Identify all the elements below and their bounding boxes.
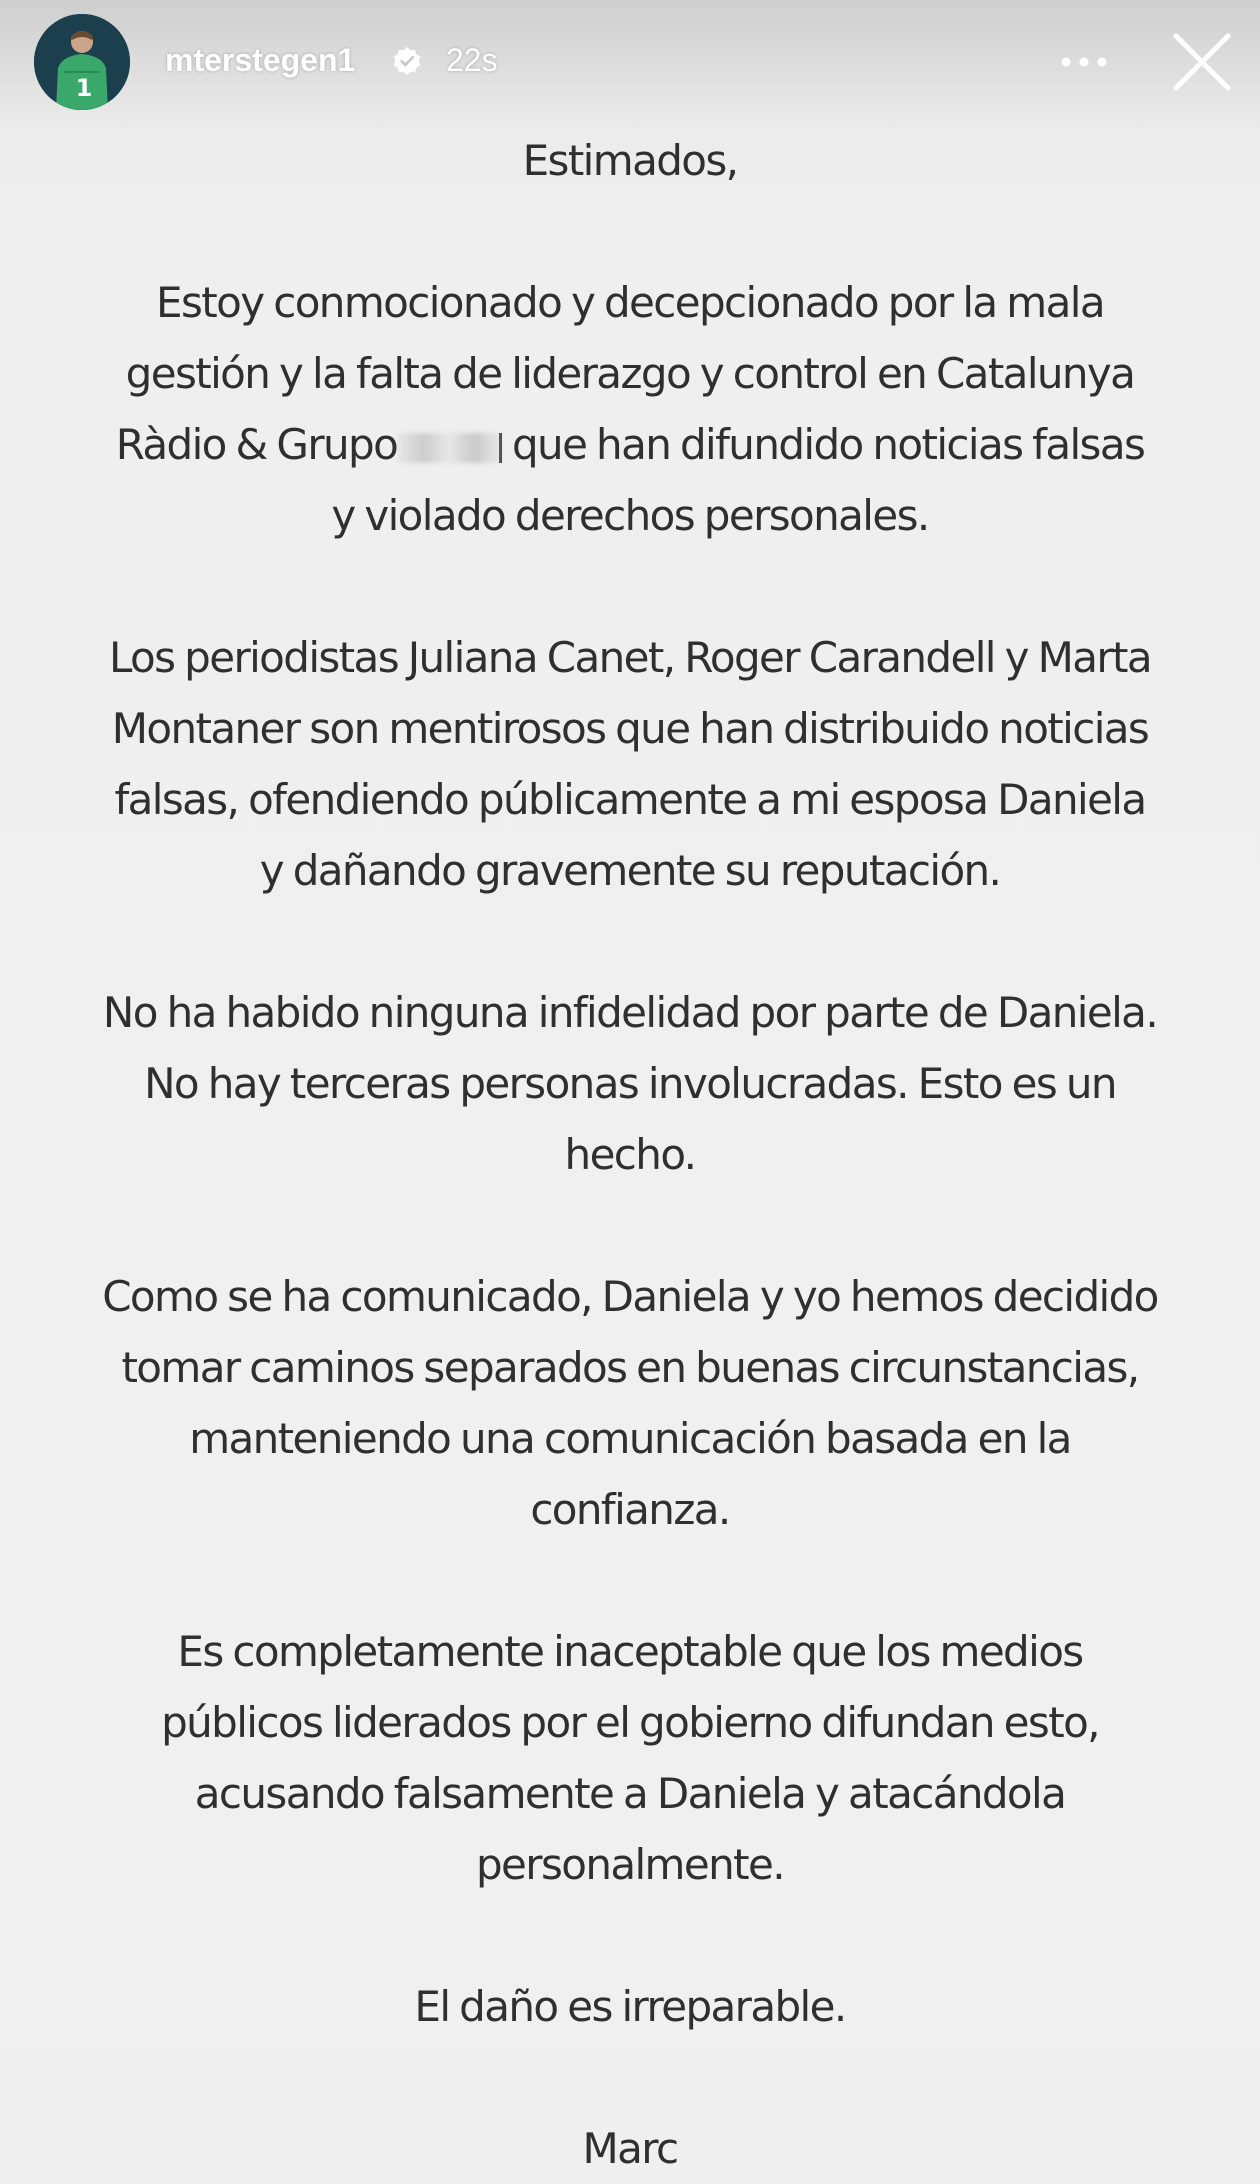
paragraph-5: Es completamente inaceptable que los medios públicos liderados por el gobierno difundan esto, acusando falsamente a Daniela y atacándola personalmente. xyxy=(161,1627,1099,1889)
story-header xyxy=(0,0,1260,130)
signature: Marc xyxy=(582,2124,678,2173)
paragraph-1-start: Estoy conmocionado y decepcionado por la mala gestión y la falta de liderazgo y control en Catalunya Ràdio & Grupo xyxy=(115,278,1135,469)
paragraph-3: No ha habido ninguna infidelidad por parte de Daniela. No hay terceras personas involucradas. Esto es un hecho. xyxy=(102,988,1158,1179)
post-time: 22s xyxy=(446,42,498,78)
svg-text:1: 1 xyxy=(75,74,93,102)
paragraph-1-end: que han difundido noticias falsas y violado derechos personales. xyxy=(331,420,1145,540)
paragraph-1 xyxy=(100,267,1160,551)
story-message xyxy=(100,125,1160,2184)
paragraph-2: Los periodistas Juliana Canet, Roger Carandell y Marta Montaner son mentirosos que han distribuido noticias falsas, ofendiendo públicamente a mi esposa Daniela y dañando gravemente su reputación. xyxy=(108,633,1152,895)
avatar[interactable] xyxy=(34,14,130,110)
greeting: Estimados, xyxy=(522,136,738,185)
paragraph-4: Como se ha comunicado, Daniela y yo hemos decidido tomar caminos separados en buenas circunstancias, manteniendo una comunicación basada en la confianza. xyxy=(102,1272,1158,1534)
paragraph-6: El daño es irreparable. xyxy=(414,1982,846,2031)
redacted-text xyxy=(397,433,501,463)
verified-badge-icon xyxy=(392,46,422,76)
more-options-icon[interactable] xyxy=(1058,44,1110,80)
close-icon[interactable] xyxy=(1170,30,1234,94)
username[interactable]: mterstegen1 xyxy=(165,42,356,78)
